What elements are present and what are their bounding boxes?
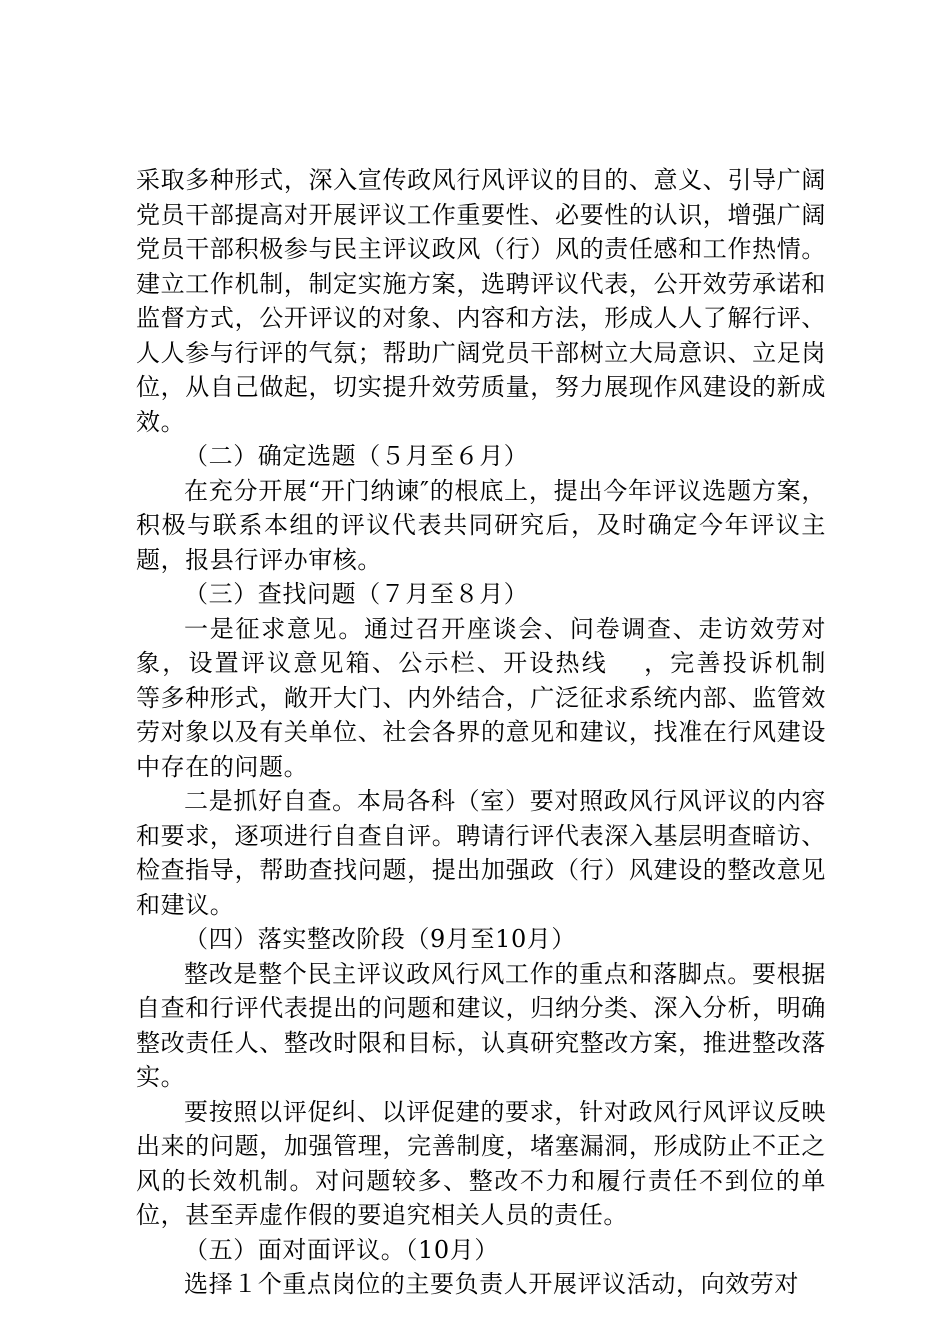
section-heading-topic-selection: （二）确定选题（５月至６月） (184, 442, 529, 470)
document-body (136, 163, 851, 1302)
paragraph-face-to-face: 选择１个重点岗位的主要负责人开展评议活动，向效劳对 (184, 1270, 799, 1298)
paragraph-solicit-opinions: 一是征求意见。通过召开座谈会、问卷调查、走访效劳对象，设置评议意见箱、公示栏、开设热线 ，完善投诉机制 等多种形式，敞开大门、内外结合，广泛征求系统内部、监管效劳对象以及有关单位、社会各界的意见和建议，找准在行风建设中存在的问题。 (136, 614, 851, 781)
paragraph-rectification-focus: 整改是整个民主评议政风行风工作的重点和落脚点。要根据自查和行评代表提出的问题和建议，归纳分类、深入分析，明确整改责任人、整改时限和目标，认真研究整改方案，推进整改落实。 (136, 959, 826, 1091)
paragraph-rectification-mechanism: 要按照以评促纠、以评促建的要求，针对政风行风评议反映出来的问题，加强管理，完善制度，堵塞漏洞，形成防止不正之风的长效机制。对问题较多、整改不力和履行责任不到位的单位，甚至弄虚作假的要追究相关人员的责任。 (136, 1097, 826, 1229)
section-heading-find-problems: （三）查找问题（７月至８月） (184, 580, 529, 608)
section-heading-rectification: （四）落实整改阶段（9月至10月） (184, 925, 577, 953)
paragraph-self-inspection: 二是抓好自查。本局各科（室）要对照政风行风评议的内容和要求，逐项进行自查自评。聘请行评代表深入基层明查暗访、检查指导，帮助查找问题，提出加强政（行）风建设的整改意见和建议。 (136, 787, 826, 919)
section-heading-face-to-face: （五）面对面评议。（10月） (184, 1235, 499, 1264)
paragraph-topic-selection: 在充分开展“开门纳谏″的根底上，提出今年评议选题方案，积极与联系本组的评议代表共同研究后，及时确定今年评议主题，报县行评办审核。 (136, 476, 826, 574)
paragraph-publicity: 采取多种形式，深入宣传政风行风评议的目的、意义、引导广阔党员干部提高对开展评议工作重要性、必要性的认识，增强广阔党员干部积极参与民主评议政风（行）风的责任感和工作热情。建立工作机制，制定实施方案，选聘评议代表，公开效劳承诺和监督方式，公开评议的对象、内容和方法，形成人人了解行评、人人参与行评的气氛；帮助广阔党员干部树立大局意识、立足岗位，从自己做起，切实提升效劳质量，努力展现作风建设的新成效。 (136, 166, 826, 436)
